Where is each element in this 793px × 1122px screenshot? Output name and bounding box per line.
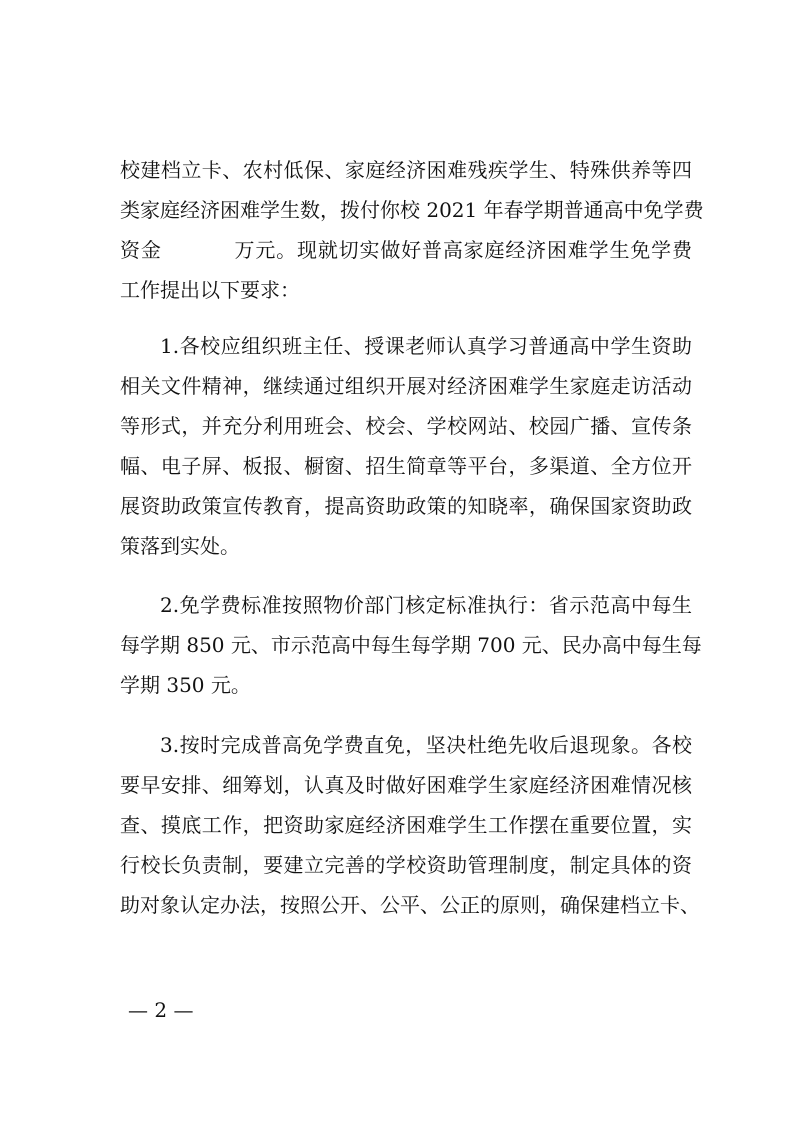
item-1-line: 展资助政策宣传教育，提高资助政策的知晓率，确保国家资助政 — [120, 494, 692, 518]
item-3-line: 查、摸底工作，把资助家庭经济困难学生工作摆在重要位置，实 — [120, 813, 692, 837]
item-3-line: 3.按时完成普高免学费直免，坚决杜绝先收后退现象。各校 — [160, 733, 692, 757]
text-line-with-blank — [120, 230, 692, 270]
item-2-line: 每学期 850 元、市示范高中每生每学期 700 元、民办高中每生每 — [120, 633, 702, 657]
funds-text: 万元。现就切实做好普高家庭经济困难学生免学费 — [233, 238, 693, 262]
item-1-line: 幅、电子屏、板报、橱窗、招生简章等平台，多渠道、全方位开 — [120, 454, 692, 478]
text-line: 校建档立卡、农村低保、家庭经济困难残疾学生、特殊供养等四 — [120, 158, 692, 182]
item-1-line: 1.各校应组织班主任、授课老师认真学习普通高中学生资助 — [160, 334, 692, 358]
item-2-line: 2.免学费标准按照物价部门核定标准执行：省示范高中每生 — [160, 593, 692, 617]
item-3-line: 行校长负责制，要建立完善的学校资助管理制度，制定具体的资 — [120, 853, 692, 877]
funds-label: 资金 — [120, 238, 162, 262]
item-1-line: 等形式，并充分利用班会、校会、学校网站、校园广播、宣传条 — [120, 414, 692, 438]
item-3-line: 要早安排、细筹划，认真及时做好困难学生家庭经济困难情况核 — [120, 773, 692, 797]
item-3-line: 助对象认定办法，按照公开、公平、公正的原则，确保建档立卡、 — [120, 893, 700, 917]
page-number: — 2 — — [128, 998, 194, 1022]
item-2-line: 学期 350 元。 — [120, 673, 251, 697]
text-line: 工作提出以下要求： — [120, 278, 300, 302]
item-1-line: 策落到实处。 — [120, 534, 240, 558]
text-line: 类家庭经济困难学生数，拨付你校 2021 年春学期普通高中免学费 — [120, 198, 704, 222]
item-1-line: 相关文件精神，继续通过组织开展对经济困难学生家庭走访活动 — [120, 374, 692, 398]
